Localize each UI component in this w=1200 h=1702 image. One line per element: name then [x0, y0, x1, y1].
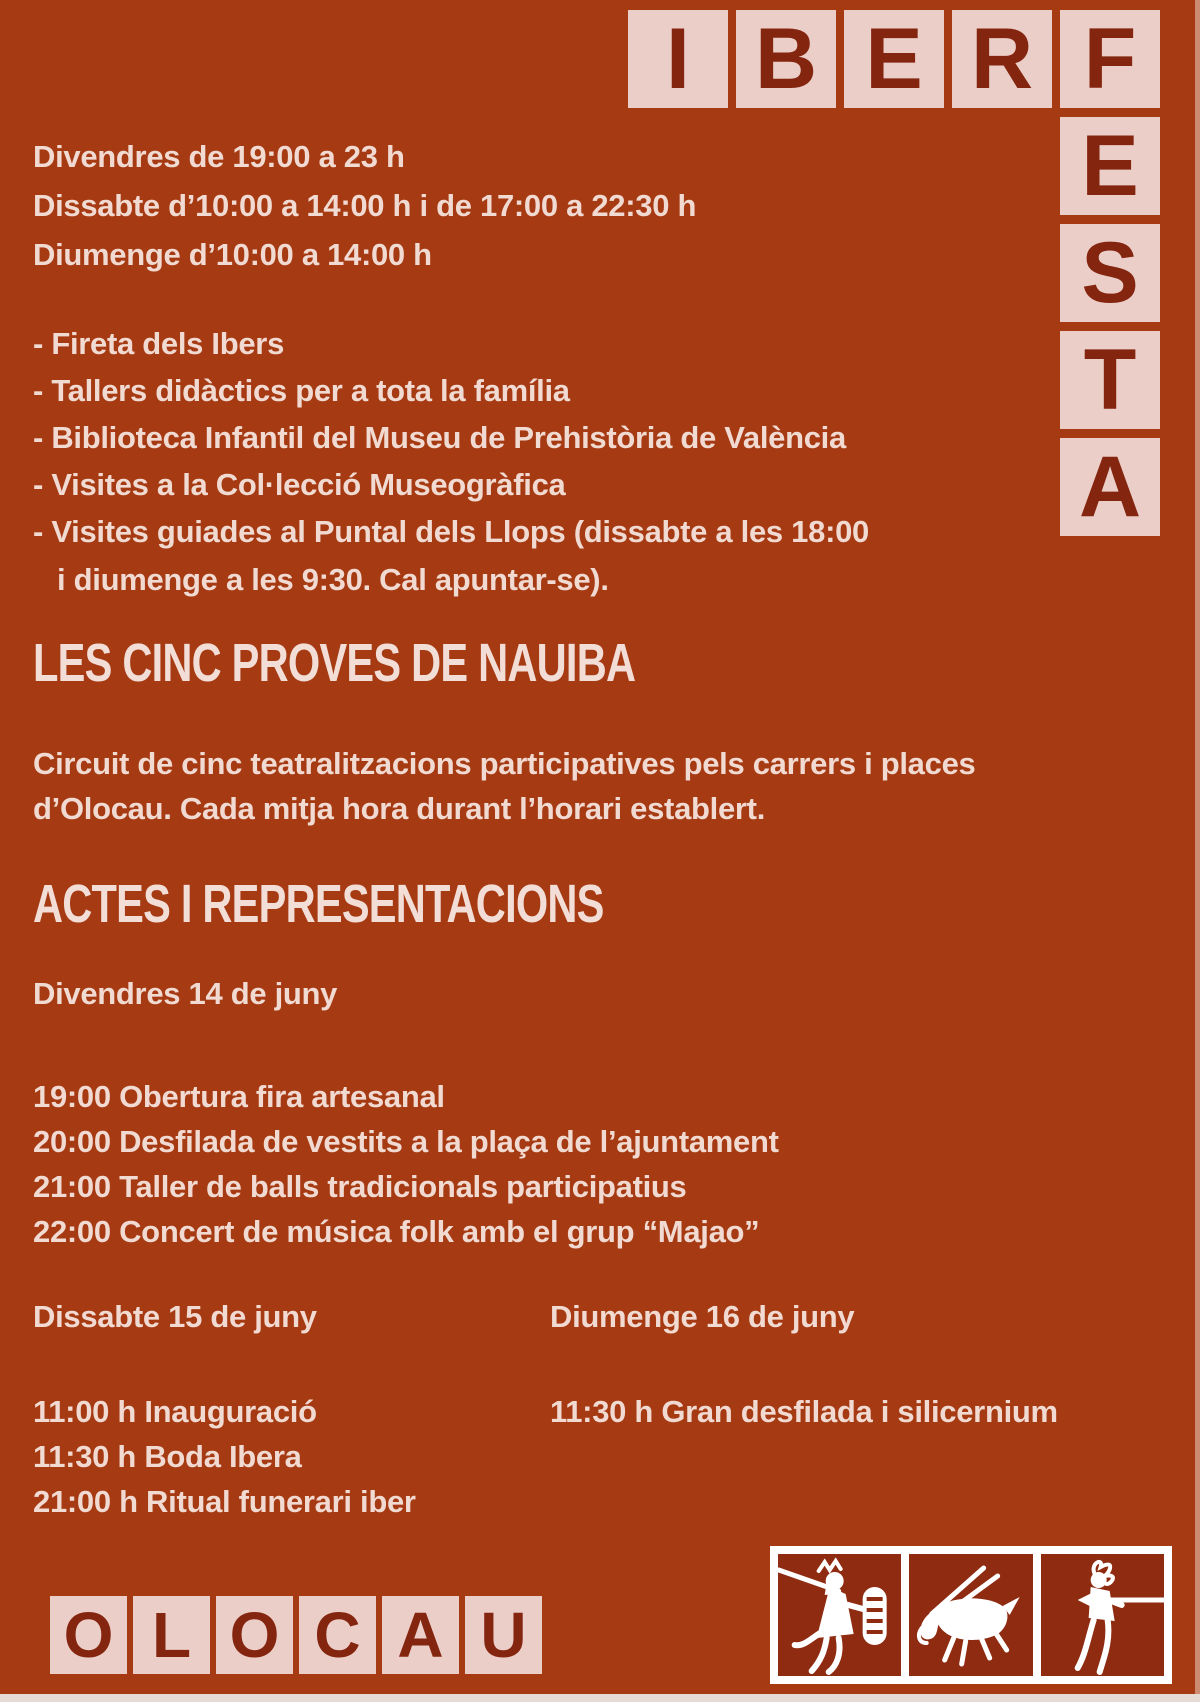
iberian-deer-icon [909, 1554, 1032, 1676]
nauiba-description-line: Circuit de cinc teatralitzacions participatives pels carrers i places [33, 746, 976, 781]
activity-item-continuation: i diumenge a les 9:30. Cal apuntar-se). [57, 562, 609, 597]
logo-tile-e [844, 10, 944, 108]
logo-tile-t [1060, 331, 1160, 429]
olocau-tile-c [299, 1596, 376, 1674]
sunday-title: Diumenge 16 de juny [550, 1299, 855, 1334]
olocau-tile-a [382, 1596, 459, 1674]
saturday-event: 11:00 h Inauguració [33, 1394, 317, 1429]
actes-heading [33, 874, 774, 934]
olocau-tile-o2 [216, 1596, 293, 1674]
activity-item: - Visites guiades al Puntal dels Llops (dissabte a les 18:00 [33, 514, 869, 549]
opening-hours-line: Divendres de 19:00 a 23 h [33, 139, 405, 174]
nauiba-description-line: d’Olocau. Cada mitja hora durant l’horari establert. [33, 791, 766, 826]
logo-tile-i [628, 10, 728, 108]
iberian-pictogram-strip [770, 1546, 1172, 1684]
logo-letter: B [754, 11, 818, 107]
olocau-tile-l [133, 1596, 210, 1674]
sunday-event: 11:30 h Gran desfilada i silicernium [550, 1394, 1058, 1429]
actes-heading-text: ACTES I REPRESENTACIONS [33, 874, 604, 934]
logo-tile-r [952, 10, 1052, 108]
iberian-spearman-icon [1041, 1554, 1164, 1676]
activity-item: - Tallers didàctics per a tota la família [33, 373, 570, 408]
poster-right-edge [1195, 0, 1200, 1702]
friday-event: 21:00 Taller de balls tradicionals participatius [33, 1169, 687, 1204]
logo-tile-b [736, 10, 836, 108]
activity-item: - Biblioteca Infantil del Museu de Prehistòria de València [33, 420, 846, 455]
friday-title: Divendres 14 de juny [33, 976, 338, 1011]
nauiba-heading-text: LES CINC PROVES DE NAUIBA [33, 633, 636, 693]
olocau-letter: L [151, 1599, 192, 1671]
olocau-tile-u [465, 1596, 542, 1674]
poster-bottom-edge [0, 1694, 1200, 1702]
friday-event: 19:00 Obertura fira artesanal [33, 1079, 445, 1114]
saturday-event: 21:00 h Ritual funerari iber [33, 1484, 416, 1519]
olocau-letter: A [397, 1599, 444, 1671]
logo-letter: E [1081, 118, 1139, 214]
olocau-letter: U [480, 1599, 527, 1671]
logo-letter: A [1078, 439, 1142, 535]
logo-tile-s [1060, 224, 1160, 322]
olocau-letter: C [314, 1599, 361, 1671]
olocau-letter: O [63, 1599, 114, 1671]
logo-letter: E [865, 11, 923, 107]
friday-event: 20:00 Desfilada de vestits a la plaça de l’ajuntament [33, 1124, 779, 1159]
logo-letter: I [666, 11, 690, 107]
olocau-tile-o1 [50, 1596, 127, 1674]
logo-letter: S [1081, 225, 1139, 321]
logo-tile-f-corner [1060, 10, 1160, 108]
activity-item: - Fireta dels Ibers [33, 326, 285, 361]
olocau-letter: O [229, 1599, 280, 1671]
logo-letter: T [1083, 332, 1137, 428]
nauiba-heading [33, 633, 815, 693]
saturday-title: Dissabte 15 de juny [33, 1299, 317, 1334]
iberian-warrior-with-spear-and-shield-icon [778, 1554, 901, 1676]
friday-event: 22:00 Concert de música folk amb el grup “Majao” [33, 1214, 760, 1249]
activity-item: - Visites a la Col·lecció Museogràfica [33, 467, 566, 502]
logo-letter: F [1083, 11, 1137, 107]
logo-letter: R [970, 11, 1034, 107]
saturday-event: 11:30 h Boda Ibera [33, 1439, 302, 1474]
logo-tile-a [1060, 438, 1160, 536]
opening-hours-line: Dissabte d’10:00 a 14:00 h i de 17:00 a 22:30 h [33, 188, 697, 223]
logo-tile-e2 [1060, 117, 1160, 215]
opening-hours-line: Diumenge d’10:00 a 14:00 h [33, 237, 432, 272]
